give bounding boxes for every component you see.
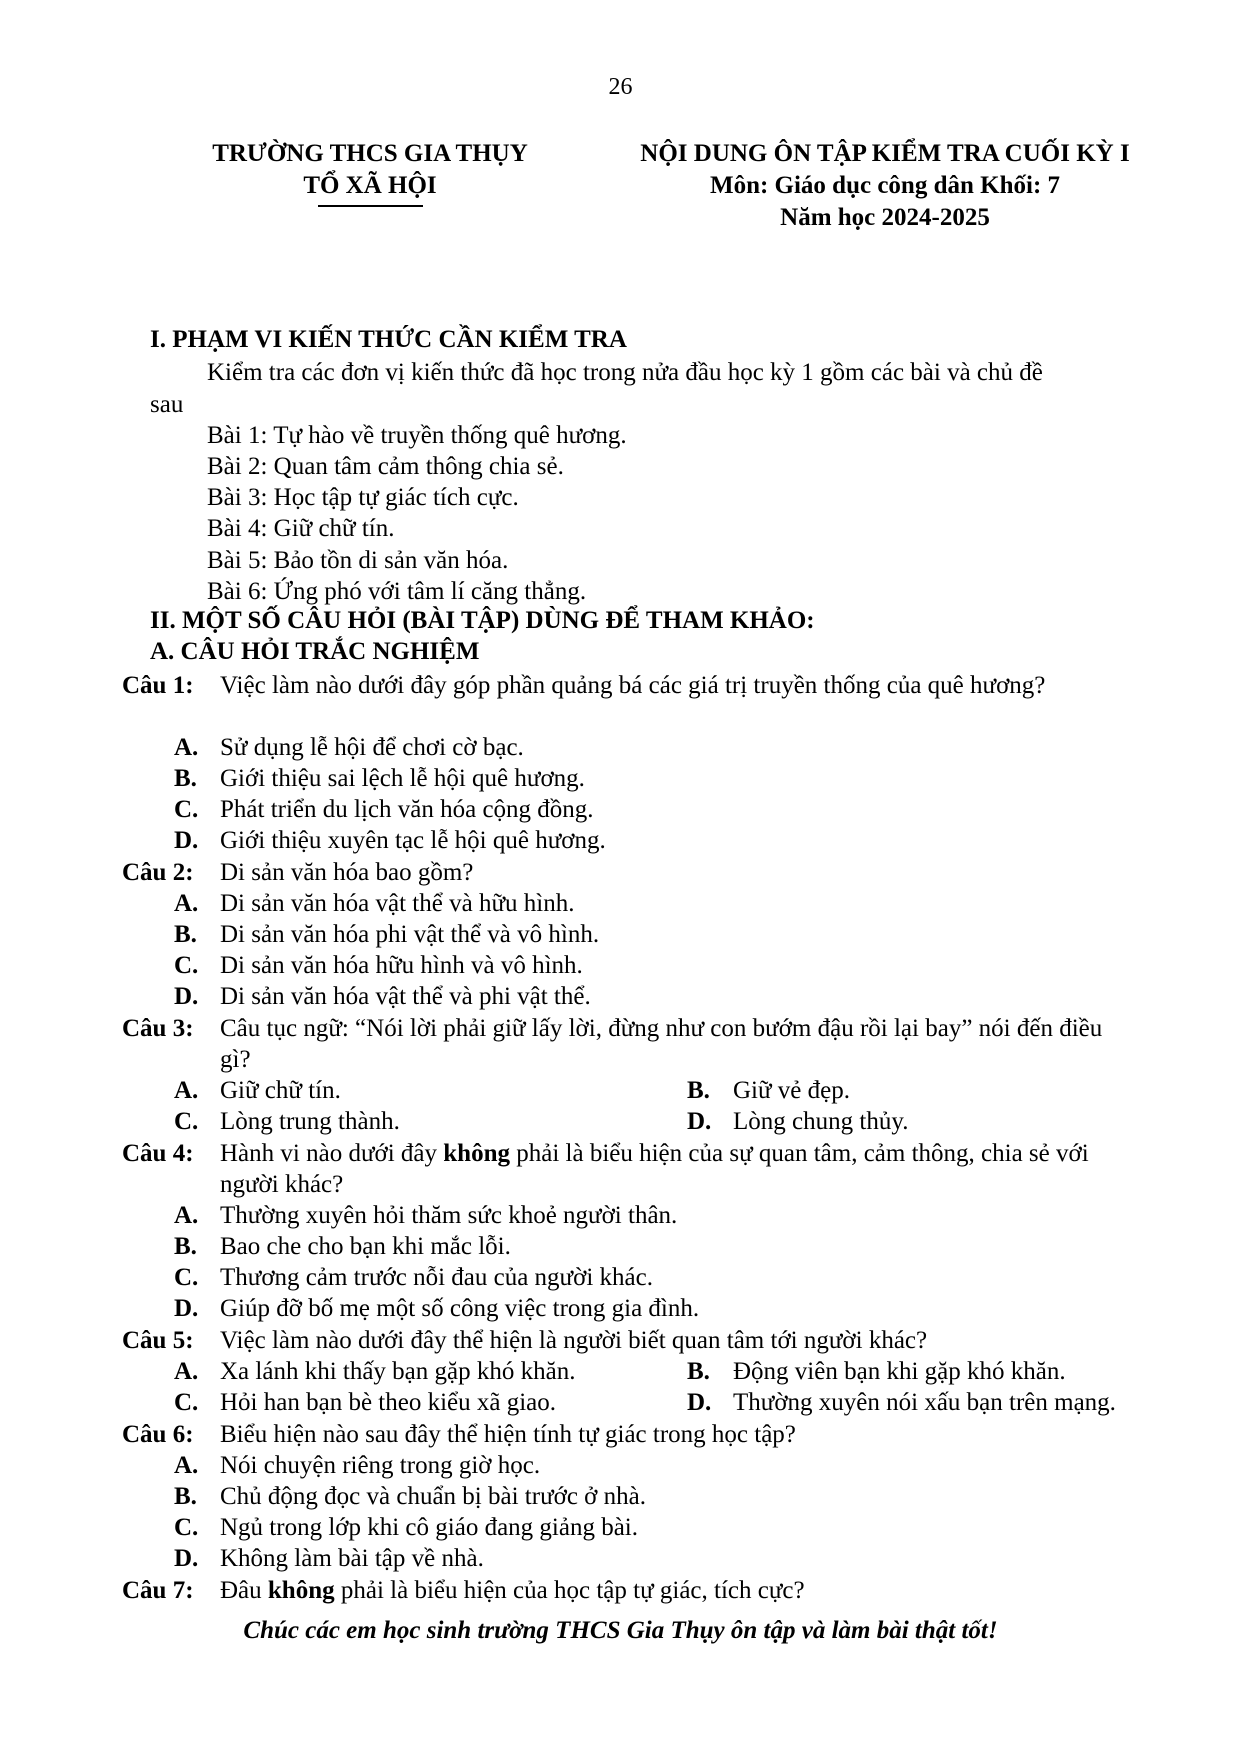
option-text: Giữ vẻ đẹp. bbox=[733, 1077, 850, 1104]
option-text: Giúp đỡ bố mẹ một số công việc trong gia đình. bbox=[220, 1295, 700, 1322]
question-label: Câu 5: bbox=[122, 1327, 194, 1354]
option-text: Không làm bài tập về nhà. bbox=[220, 1545, 484, 1572]
option-text: Ngủ trong lớp khi cô giáo đang giảng bài. bbox=[220, 1514, 639, 1541]
option-b bbox=[687, 1356, 1066, 1388]
question-text-cont: gì? bbox=[220, 1046, 251, 1073]
footer-message: Chúc các em học sinh trường THCS Gia Thụy ôn tập và làm bài thật tốt! bbox=[243, 1617, 998, 1644]
option-letter: C. bbox=[174, 952, 199, 979]
option-b bbox=[174, 1231, 511, 1263]
school-name: TRƯỜNG THCS GIA THỤY bbox=[212, 140, 528, 167]
option-letter: D. bbox=[174, 827, 199, 854]
option-text: Di sản văn hóa hữu hình và vô hình. bbox=[220, 952, 583, 979]
option-text: Nói chuyện riêng trong giờ học. bbox=[220, 1452, 541, 1479]
question-text-start: Đâu bbox=[220, 1577, 268, 1604]
option-text: Thương cảm trước nỗi đau của người khác. bbox=[220, 1264, 653, 1291]
option-d bbox=[687, 1387, 1116, 1419]
question-text: Câu tục ngữ: “Nói lời phải giữ lấy lời, đừng như con bướm đậu rồi lại bay” nói đến điều bbox=[220, 1015, 1103, 1042]
question-text-cont: người khác? bbox=[220, 1171, 344, 1198]
option-letter: D. bbox=[174, 1295, 199, 1322]
option-c bbox=[174, 1387, 556, 1419]
option-text: Thường xuyên nói xấu bạn trên mạng. bbox=[733, 1389, 1116, 1416]
question-text-end: phải là biểu hiện của học tập tự giác, tích cực? bbox=[334, 1577, 805, 1604]
option-text: Lòng chung thủy. bbox=[733, 1108, 909, 1135]
option-letter: A. bbox=[174, 734, 199, 761]
section-2-subtitle: A. CÂU HỎI TRẮC NGHIỆM bbox=[150, 638, 480, 665]
option-letter: A. bbox=[174, 1077, 199, 1104]
school-header bbox=[150, 138, 590, 207]
option-letter: C. bbox=[174, 1389, 199, 1416]
option-letter: D. bbox=[687, 1108, 712, 1135]
option-d bbox=[174, 1543, 484, 1575]
option-text: Hỏi han bạn bè theo kiểu xã giao. bbox=[220, 1389, 557, 1416]
option-text: Sử dụng lễ hội để chơi cờ bạc. bbox=[220, 734, 524, 761]
option-b bbox=[687, 1075, 850, 1107]
option-letter: A. bbox=[174, 1202, 199, 1229]
option-text: Lòng trung thành. bbox=[220, 1108, 400, 1135]
lesson-item: Bài 2: Quan tâm cảm thông chia sẻ. bbox=[207, 453, 564, 480]
section-2-title: II. MỘT SỐ CÂU HỎI (BÀI TẬP) DÙNG ĐỂ THAM KHẢO: bbox=[150, 607, 815, 634]
option-letter: B. bbox=[687, 1077, 710, 1104]
option-b bbox=[174, 919, 599, 951]
option-a bbox=[174, 1200, 677, 1232]
option-letter: D. bbox=[687, 1389, 712, 1416]
option-text: Giới thiệu sai lệch lễ hội quê hương. bbox=[220, 765, 585, 792]
option-letter: A. bbox=[174, 890, 199, 917]
option-a bbox=[174, 1356, 575, 1388]
option-c bbox=[174, 950, 583, 982]
option-b bbox=[174, 763, 585, 795]
option-letter: B. bbox=[174, 1483, 197, 1510]
option-d bbox=[174, 825, 606, 857]
option-a bbox=[174, 1075, 341, 1107]
option-b bbox=[174, 1481, 646, 1513]
question-label: Câu 6: bbox=[122, 1421, 194, 1448]
option-text: Chủ động đọc và chuẩn bị bài trước ở nhà. bbox=[220, 1483, 647, 1510]
option-text: Xa lánh khi thấy bạn gặp khó khăn. bbox=[220, 1358, 576, 1385]
question-text: Việc làm nào dưới đây thể hiện là người biết quan tâm tới người khác? bbox=[220, 1327, 928, 1354]
question-label: Câu 4: bbox=[122, 1140, 194, 1167]
section-1-intro-cont: sau bbox=[150, 391, 184, 418]
section-1-title: I. PHẠM VI KIẾN THỨC CẦN KIỂM TRA bbox=[150, 326, 627, 353]
exam-header bbox=[600, 138, 1170, 234]
option-text: Bao che cho bạn khi mắc lỗi. bbox=[220, 1233, 511, 1260]
option-letter: C. bbox=[174, 1514, 199, 1541]
option-letter: C. bbox=[174, 796, 199, 823]
option-text: Giữ chữ tín. bbox=[220, 1077, 341, 1104]
option-letter: D. bbox=[174, 983, 199, 1010]
exam-title: NỘI DUNG ÔN TẬP KIỂM TRA CUỐI KỲ I bbox=[640, 140, 1130, 167]
question-label: Câu 7: bbox=[122, 1577, 194, 1604]
lesson-item: Bài 3: Học tập tự giác tích cực. bbox=[207, 484, 519, 511]
lesson-item: Bài 5: Bảo tồn di sản văn hóa. bbox=[207, 547, 509, 574]
lesson-item: Bài 4: Giữ chữ tín. bbox=[207, 515, 395, 542]
option-text: Phát triển du lịch văn hóa cộng đồng. bbox=[220, 796, 594, 823]
option-text: Di sản văn hóa phi vật thể và vô hình. bbox=[220, 921, 600, 948]
question-text: Biểu hiện nào sau đây thể hiện tính tự giác trong học tập? bbox=[220, 1421, 796, 1448]
option-d bbox=[174, 981, 591, 1013]
question-label: Câu 2: bbox=[122, 859, 194, 886]
option-text: Di sản văn hóa vật thể và hữu hình. bbox=[220, 890, 575, 917]
lesson-item: Bài 6: Ứng phó với tâm lí căng thẳng. bbox=[207, 578, 587, 605]
option-a bbox=[174, 888, 574, 920]
option-c bbox=[174, 1106, 400, 1138]
question-text-start: Hành vi nào dưới đây bbox=[220, 1140, 444, 1167]
option-letter: A. bbox=[174, 1358, 199, 1385]
department-name: TỔ XÃ HỘI bbox=[303, 172, 437, 199]
question-text: Việc làm nào dưới đây góp phần quảng bá các giá trị truyền thống của quê hương? bbox=[220, 672, 1046, 699]
option-letter: C. bbox=[174, 1264, 199, 1291]
lesson-item: Bài 1: Tự hào về truyền thống quê hương. bbox=[207, 422, 627, 449]
question-text: Di sản văn hóa bao gồm? bbox=[220, 859, 474, 886]
option-d bbox=[174, 1293, 699, 1325]
header-underline bbox=[318, 205, 423, 207]
option-c bbox=[174, 1512, 638, 1544]
section-1-intro: Kiểm tra các đơn vị kiến thức đã học trong nửa đầu học kỳ 1 gồm các bài và chủ đề bbox=[207, 359, 1043, 386]
school-year: Năm học 2024-2025 bbox=[780, 204, 990, 231]
option-d bbox=[687, 1106, 908, 1138]
option-text: Động viên bạn khi gặp khó khăn. bbox=[733, 1358, 1066, 1385]
option-letter: B. bbox=[174, 765, 197, 792]
option-letter: B. bbox=[687, 1358, 710, 1385]
option-letter: A. bbox=[174, 1452, 199, 1479]
option-letter: B. bbox=[174, 921, 197, 948]
question-text-end: phải là biểu hiện của sự quan tâm, cảm thông, chia sẻ với bbox=[509, 1140, 1089, 1167]
option-a bbox=[174, 1450, 540, 1482]
option-c bbox=[174, 794, 594, 826]
subject-grade: Môn: Giáo dục công dân Khối: 7 bbox=[709, 172, 1061, 199]
emphasis-word: không bbox=[443, 1140, 510, 1167]
option-letter: C. bbox=[174, 1108, 199, 1135]
option-c bbox=[174, 1262, 653, 1294]
option-a bbox=[174, 732, 524, 764]
option-text: Di sản văn hóa vật thể và phi vật thể. bbox=[220, 983, 591, 1010]
question-label: Câu 1: bbox=[122, 672, 194, 699]
option-letter: D. bbox=[174, 1545, 199, 1572]
question-text bbox=[220, 1575, 805, 1607]
option-text: Thường xuyên hỏi thăm sức khoẻ người thân. bbox=[220, 1202, 678, 1229]
emphasis-word: không bbox=[267, 1577, 335, 1604]
page-number: 26 bbox=[608, 74, 633, 100]
question-label: Câu 3: bbox=[122, 1015, 194, 1042]
question-text bbox=[220, 1138, 1089, 1170]
option-letter: B. bbox=[174, 1233, 197, 1260]
option-text: Giới thiệu xuyên tạc lễ hội quê hương. bbox=[220, 827, 606, 854]
